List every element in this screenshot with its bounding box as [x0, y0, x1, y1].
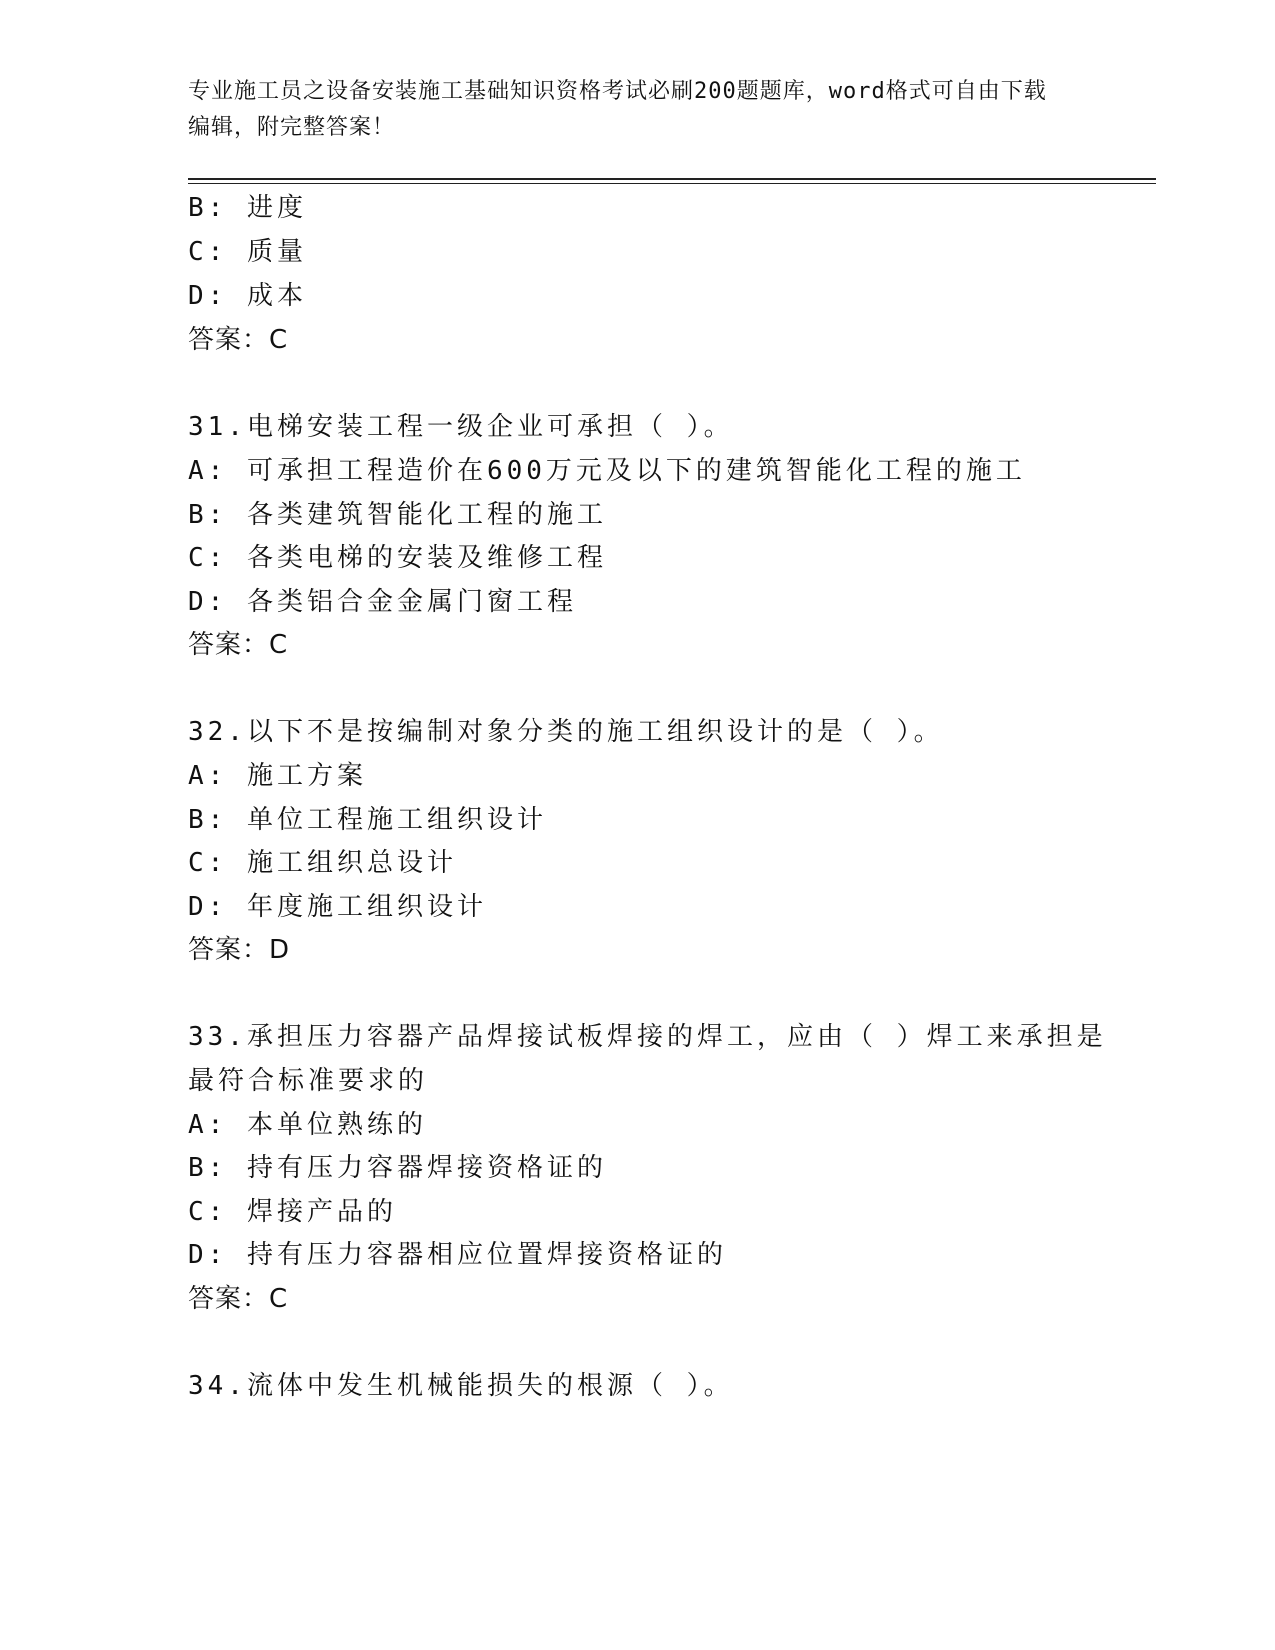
header-divider-thick	[188, 178, 1156, 180]
q33-question-line2: 最符合标准要求的	[188, 1066, 429, 1096]
q30-answer: 答案：C	[188, 325, 289, 355]
q32-option-c: C: 施工组织总设计	[188, 848, 457, 878]
header-divider-thin	[188, 183, 1156, 184]
q30-option-b: B: 进度	[188, 193, 307, 223]
q33-option-b: B: 持有压力容器焊接资格证的	[188, 1153, 607, 1183]
q32-answer: 答案：D	[188, 935, 291, 965]
q30-option-c: C: 质量	[188, 237, 307, 267]
q32-option-d: D: 年度施工组织设计	[188, 892, 487, 922]
q33-option-c: C: 焊接产品的	[188, 1197, 397, 1227]
page-header-title: 专业施工员之设备安装施工基础知识资格考试必刷200题题库，word格式可自由下载编辑，附完整答案！	[188, 79, 1047, 140]
q31-option-b: B: 各类建筑智能化工程的施工	[188, 500, 607, 530]
q32-option-a: A: 施工方案	[188, 761, 367, 791]
q31-option-c: C: 各类电梯的安装及维修工程	[188, 543, 607, 573]
q32-question: 32.以下不是按编制对象分类的施工组织设计的是（ ）。	[188, 717, 944, 747]
q31-option-d: D: 各类铝合金金属门窗工程	[188, 587, 577, 617]
q33-question-line1: 33.承担压力容器产品焊接试板焊接的焊工，应由（ ）焊工来承担是	[188, 1022, 1107, 1052]
q32-option-b: B: 单位工程施工组织设计	[188, 805, 547, 835]
q31-question: 31.电梯安装工程一级企业可承担（ ）。	[188, 412, 734, 442]
q33-option-a: A: 本单位熟练的	[188, 1110, 427, 1140]
q31-option-a: A: 可承担工程造价在600万元及以下的建筑智能化工程的施工	[188, 456, 1026, 486]
q30-option-d: D: 成本	[188, 281, 307, 311]
q33-option-d: D: 持有压力容器相应位置焊接资格证的	[188, 1240, 727, 1270]
q33-answer: 答案：C	[188, 1284, 289, 1314]
q34-question: 34.流体中发生机械能损失的根源（ ）。	[188, 1371, 734, 1401]
q31-answer: 答案：C	[188, 630, 289, 660]
